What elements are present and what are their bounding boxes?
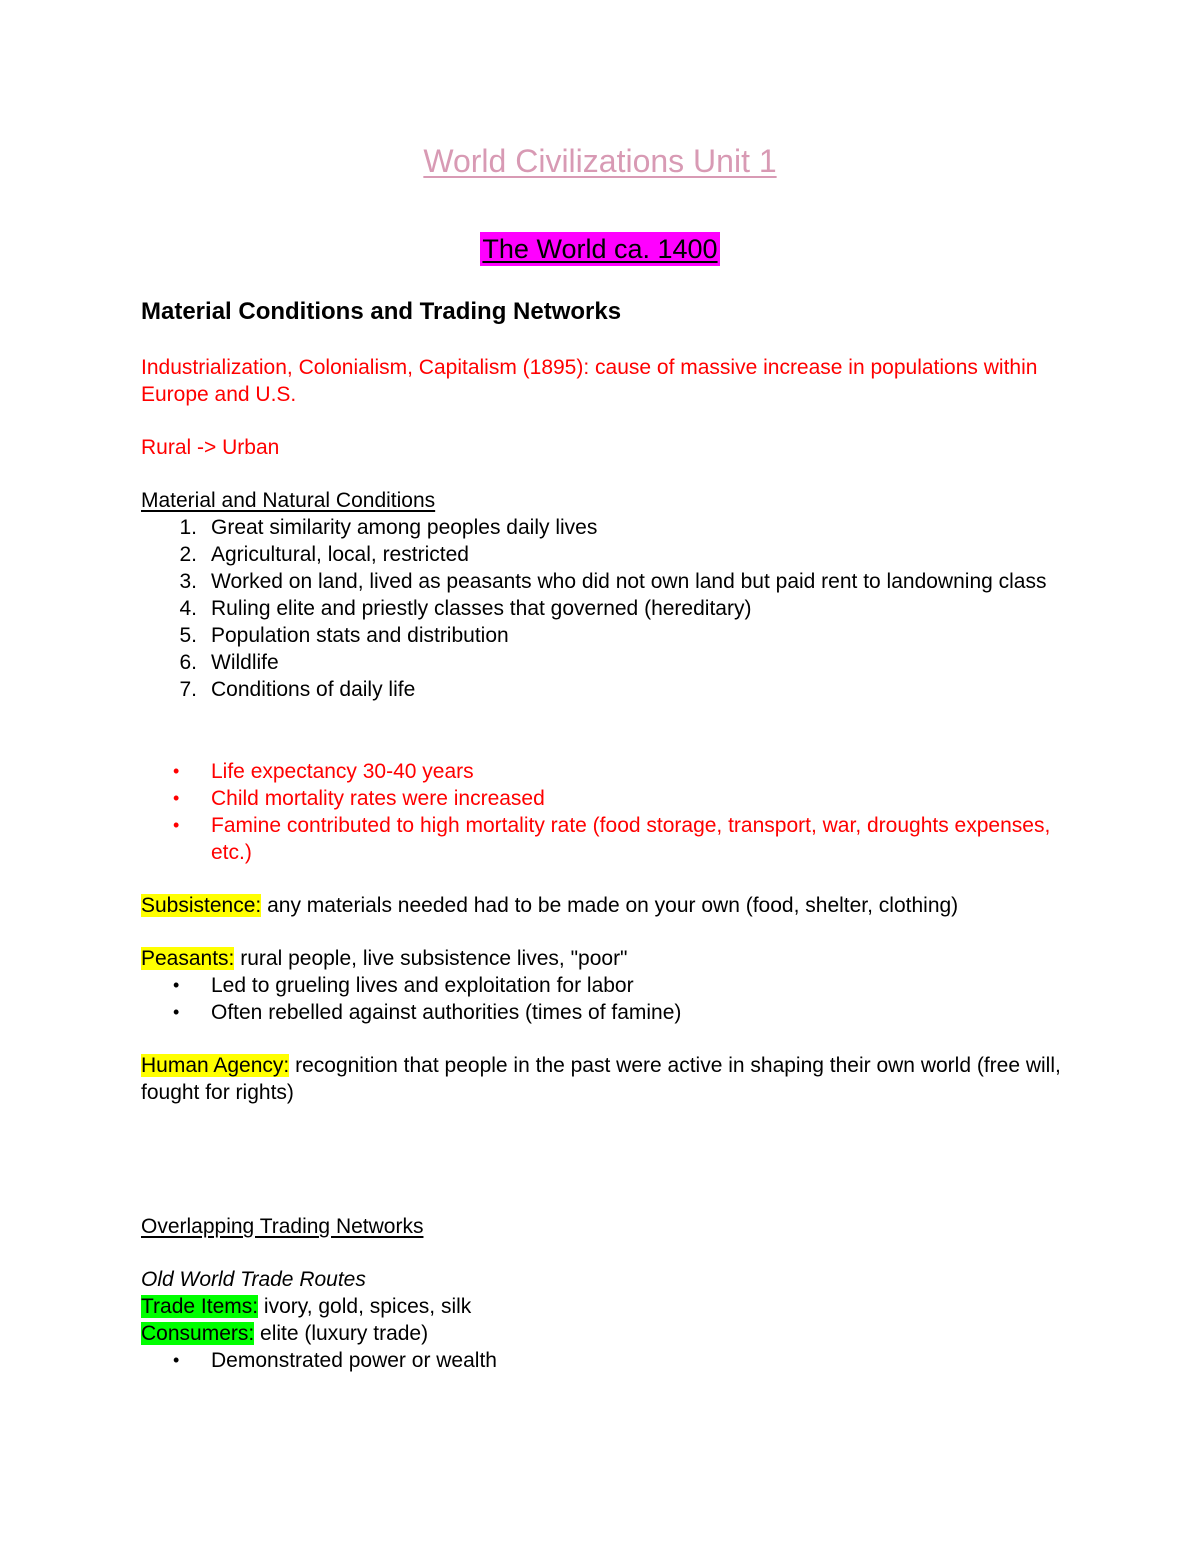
bullet-icon: • (173, 815, 180, 835)
list-item-text: Worked on land, lived as peasants who did not own land but paid rent to landowning class (211, 570, 1047, 593)
document-title: World Civilizations Unit 1 (423, 143, 777, 179)
section-heading: Material Conditions and Trading Networks (141, 298, 622, 325)
list-item-text: Life expectancy 30-40 years (211, 760, 474, 783)
trading-bullets (141, 1347, 1081, 1374)
definition-term: Human Agency: (141, 1054, 290, 1077)
peasants-bullets (141, 972, 1081, 1026)
list-number: 4. (179, 597, 197, 620)
definition-term: Subsistence: (141, 894, 262, 917)
list-item (141, 622, 1081, 649)
list-number: 5. (179, 624, 197, 647)
list-number: 7. (179, 678, 197, 701)
list-item (141, 999, 1081, 1026)
bullet-icon: • (173, 1002, 180, 1022)
list-item (141, 568, 1081, 595)
list-item (141, 785, 1081, 812)
list-number: 6. (179, 651, 197, 674)
definition-text: ivory, gold, spices, silk (258, 1295, 472, 1318)
spacer (141, 1106, 1081, 1213)
list-item-text: Great similarity among peoples daily lives (211, 516, 598, 539)
list-item-text: Population stats and distribution (211, 624, 509, 647)
list-item (141, 676, 1081, 703)
daily-life-bullets (141, 758, 1081, 866)
definition-text: rural people, live subsistence lives, "poor" (234, 947, 628, 970)
list-number: 2. (179, 543, 197, 566)
list-number: 3. (179, 570, 197, 593)
trade-items-line (141, 1293, 1081, 1320)
list-item-text: Child mortality rates were increased (211, 787, 545, 810)
list-item-text: Often rebelled against authorities (times of famine) (211, 1001, 682, 1024)
document-body (141, 295, 1081, 1374)
list-item (141, 649, 1081, 676)
peasants-definition (141, 945, 1081, 972)
trade-routes-subheading: Old World Trade Routes (141, 1268, 366, 1291)
list-item-text: Conditions of daily life (211, 678, 416, 701)
list-item (141, 595, 1081, 622)
consumers-line (141, 1320, 1081, 1347)
definition-term: Peasants: (141, 947, 235, 970)
list-item (141, 541, 1081, 568)
definition-text: elite (luxury trade) (254, 1322, 429, 1345)
definition-term: Trade Items: (141, 1295, 259, 1318)
list-item-text: Ruling elite and priestly classes that governed (hereditary) (211, 597, 752, 620)
bullet-icon: • (173, 975, 180, 995)
list-item-text: Demonstrated power or wealth (211, 1349, 497, 1372)
bullet-icon: • (173, 1350, 180, 1370)
document-subtitle: The World ca. 1400 (482, 234, 718, 264)
list-item (141, 812, 1081, 866)
material-conditions-list (141, 514, 1081, 703)
spacer (141, 703, 1081, 758)
subsistence-definition (141, 892, 1081, 919)
list-item (141, 1347, 1081, 1374)
trading-networks-heading: Overlapping Trading Networks (141, 1215, 424, 1238)
definition-text: any materials needed had to be made on your own (food, shelter, clothing) (261, 894, 959, 917)
list-item-text: Agricultural, local, restricted (211, 543, 469, 566)
rural-urban-line: Rural -> Urban (141, 436, 280, 459)
list-item-text: Famine contributed to high mortality rate (food storage, transport, war, droughts expenses, etc.) (211, 814, 1051, 864)
list-item (141, 758, 1081, 785)
bullet-icon: • (173, 761, 180, 781)
list-item-text: Led to grueling lives and exploitation for labor (211, 974, 634, 997)
list-number: 1. (179, 516, 197, 539)
human-agency-definition (141, 1052, 1081, 1106)
list-item (141, 514, 1081, 541)
list-item-text: Wildlife (211, 651, 279, 674)
subtitle-wrap (0, 232, 1200, 266)
bullet-icon: • (173, 788, 180, 808)
definition-term: Consumers: (141, 1322, 255, 1345)
intro-paragraph: Industrialization, Colonialism, Capitalism (1895): cause of massive increase in populations within Europe and U.S. (141, 356, 1038, 406)
definition-text: recognition that people in the past were active in shaping their own world (free will, fought for rights) (141, 1054, 1061, 1104)
list-item (141, 972, 1081, 999)
material-conditions-heading: Material and Natural Conditions (141, 489, 436, 512)
